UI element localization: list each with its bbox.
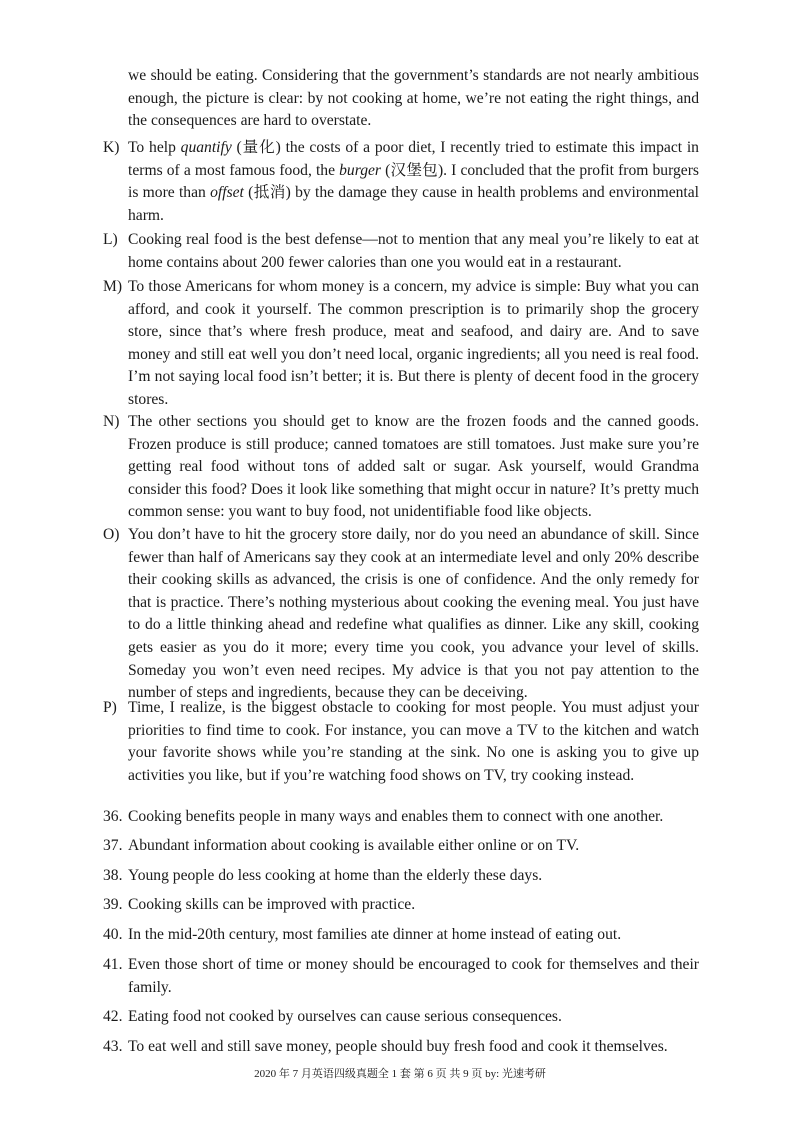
paragraph-l [103, 229, 699, 274]
question-number: 39. [103, 896, 123, 913]
question-number: 36. [103, 808, 123, 825]
paragraph-n [103, 411, 699, 524]
paragraph-text: The other sections you should get to know are the frozen foods and the canned goods. Frozen produce is still produce; canned tomatoes are still tomatoes. Just make sure you’re getting real food without tons of added salt or sugar. Ask yourself, would Grandma consider this food? Does it look like something that might occur in nature? It’s pretty much common sense: you want to buy food, not unidentifiable food like objects. [128, 413, 699, 521]
question-number: 43. [103, 1038, 123, 1055]
question-text: Even those short of time or money should be encouraged to cook for themselves and their family. [128, 956, 699, 996]
paragraph-k [103, 137, 699, 227]
question-text: Cooking benefits people in many ways and enables them to connect with one another. [128, 808, 664, 825]
question-37 [103, 835, 699, 858]
emphasis-burger: burger [339, 161, 381, 179]
question-number: 40. [103, 926, 123, 943]
question-text: Abundant information about cooking is available either online or on TV. [128, 837, 580, 854]
question-number: 38. [103, 867, 123, 884]
paragraph-label: O) [103, 526, 120, 543]
question-text: Young people do less cooking at home than the elderly these days. [128, 867, 543, 884]
paragraph-label: K) [103, 139, 120, 156]
paragraph-o [103, 524, 699, 705]
paragraph-text: Cooking real food is the best defense—not to mention that any meal you’re likely to eat at home contains about 200 fewer calories than one you would eat in a restaurant. [128, 231, 699, 271]
paragraph-label: N) [103, 413, 120, 430]
question-43 [103, 1036, 699, 1059]
question-40 [103, 924, 699, 947]
paragraph-label: L) [103, 231, 118, 248]
paragraph-text: To those Americans for whom money is a concern, my advice is simple: Buy what you can afford, and cook it yourself. The common prescription is to primarily shop the grocery store, since that’s where fresh produce, meat and seafood, and dairy are. And to save money and still eat well you don’t need local, organic ingredients; all you need is real food. I’m not saying local food isn’t better; it is. But there is plenty of decent food in the grocery stores. [128, 278, 699, 408]
question-number: 37. [103, 837, 123, 854]
emphasis-quantify: quantify [180, 139, 232, 156]
paragraph-label: M) [103, 278, 123, 295]
question-text: Eating food not cooked by ourselves can cause serious consequences. [128, 1008, 562, 1025]
question-number: 42. [103, 1008, 123, 1025]
question-39 [103, 894, 699, 917]
question-number: 41. [103, 956, 123, 973]
paragraph-continuation [103, 65, 699, 133]
question-text: Cooking skills can be improved with practice. [128, 896, 416, 913]
paragraph-m [103, 276, 699, 412]
page-footer: 2020 年 7 月英语四级真题全 1 套 第 6 页 共 9 页 by: 光速考研 [254, 1068, 546, 1080]
question-38 [103, 865, 699, 888]
paragraph-label: P) [103, 699, 117, 716]
question-36 [103, 806, 699, 829]
question-41 [103, 954, 699, 999]
paragraph-text: we should be eating. Considering that the government’s standards are not nearly ambitious enough, the picture is clear: by not cooking at home, we’re not eating the right things, and the consequences are hard to overstate. [128, 67, 699, 130]
paragraph-text: Time, I realize, is the biggest obstacle to cooking for most people. You must adjust your priorities to find time to cook. For instance, you can move a TV to the kitchen and watch your favorite shows while you’re standing at the sink. No one is asking you to give up activities you like, but if you’re watching food shows on TV, try cooking instead. [128, 699, 699, 784]
paragraph-text: To help quantify (量化) the costs of a poor diet, I recently tried to estimate this impact in terms of a most famous food, the burger (汉堡包). I concluded that the profit from burgers is more than offset (抵消) by the damage they cause in health problems and environmental harm. [128, 139, 700, 224]
question-text: To eat well and still save money, people should buy fresh food and cook it themselves. [128, 1038, 668, 1055]
emphasis-offset: offset [210, 184, 244, 202]
paragraph-text: You don’t have to hit the grocery store daily, nor do you need an abundance of skill. Since fewer than half of Americans say they cook at an intermediate level and only 20% describe their cooking skills as advanced, the crisis is one of confidence. And the only remedy for that is practice. There’s nothing mysterious about cooking the evening meal. You just have to do a little thinking ahead and redefine what qualifies as dinner. Like any skill, cooking gets easier as you do it more; every time you cook, you advance your level of skills. Someday you won’t even need recipes. My advice is that you not pay attention to the number of steps and ingredients, because they can be deceiving. [128, 526, 699, 702]
question-text: In the mid-20th century, most families ate dinner at home instead of eating out. [128, 926, 622, 943]
paragraph-p [103, 697, 699, 787]
question-42 [103, 1006, 699, 1029]
